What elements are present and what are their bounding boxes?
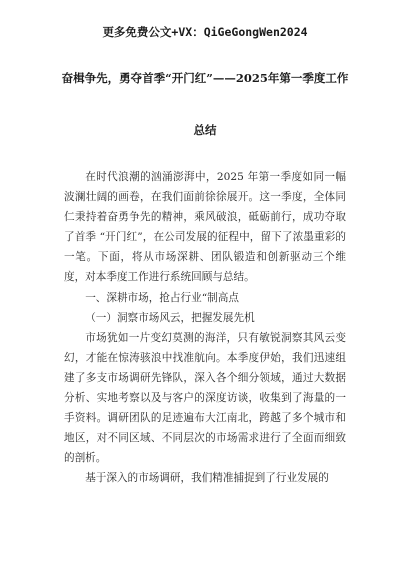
watermark-header: 更多免费公文+VX：QiGeGongWen2024 xyxy=(102,25,308,39)
intro-paragraph: 在时代浪潮的汹涌澎湃中，2025 年第一季度如同一幅波澜壮阔的画卷，在我们面前徐徐展开。这一季度，全体同仁秉持着奋勇争先的精神，乘风破浪，砥砺前行，成功夺取了首季 “开门红”，在公司发展的征程中，留下了浓墨重彩的一笔。下面，将从市场深耕、团队锻造和创新驱动三个维度，对本季度工作进行系统回顾与总结。 xyxy=(64,171,346,284)
section-heading: 一、深耕市场，抢占行业“制高点 xyxy=(85,291,239,304)
document-title: 奋楫争先，勇夺首季“开门红”——2025年第一季度工作 xyxy=(61,71,349,85)
document-title-continuation: 总结 xyxy=(193,123,217,137)
document-body xyxy=(64,167,346,489)
subsection-heading: （一）洞察市场风云，把握发展先机 xyxy=(85,311,255,324)
body-paragraph: 市场犹如一片变幻莫测的海洋，只有敏锐洞察其风云变幻，才能在惊涛骇浪中找准航向。本季度伊始，我们迅速组建了多支市场调研先锋队，深入各个细分领域，通过大数据分析、实地考察以及与客户的深度访谈，收集到了海量的一手资料。调研团队的足迹遍布大江南北，跨越了多个城市和地区，对不同区域、不同层次的市场需求进行了全面而细致的剖析。 xyxy=(64,331,346,465)
body-paragraph-partial: 基于深入的市场调研，我们精准捕捉到了行业发展的 xyxy=(85,472,329,485)
